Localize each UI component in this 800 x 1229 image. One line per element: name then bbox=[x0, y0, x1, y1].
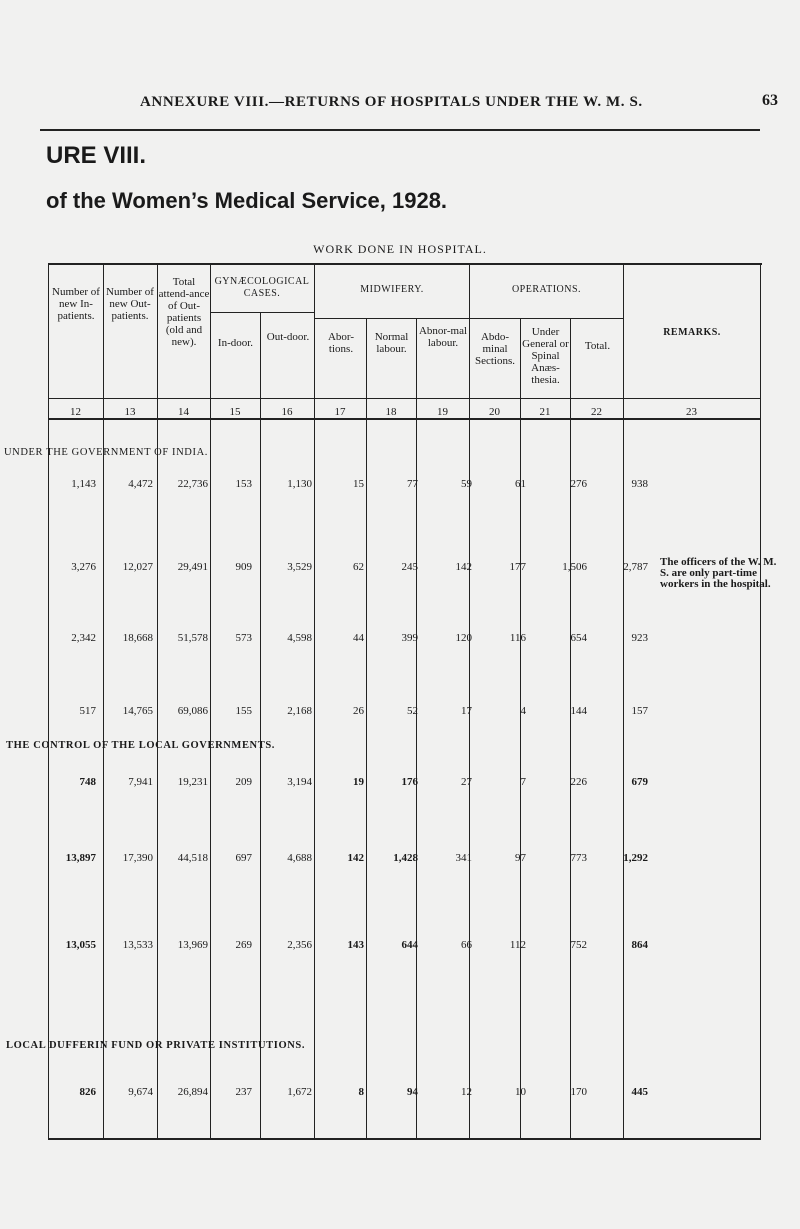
table-cell: 22,736 bbox=[177, 478, 208, 490]
table-cell: 26,894 bbox=[177, 1086, 208, 1098]
table-cell: 12 bbox=[461, 1086, 472, 1098]
column-number: 21 bbox=[539, 406, 551, 418]
header-outdoor: Out-door. bbox=[266, 331, 310, 343]
table-cell: 8 bbox=[358, 1086, 364, 1098]
table-cell: 4,688 bbox=[287, 852, 312, 864]
table-cell: 1,292 bbox=[623, 852, 648, 864]
column-number: 15 bbox=[229, 406, 241, 418]
table-cell: 864 bbox=[631, 939, 648, 951]
table-cell: 120 bbox=[455, 632, 472, 644]
table-cell: 17,390 bbox=[122, 852, 153, 864]
table-cell: 276 bbox=[570, 478, 587, 490]
header-gynaecological: GYNÆCOLOGICAL CASES. bbox=[214, 276, 310, 299]
header-general-anaesthesia: Under General or Spinal Anæs-thesia. bbox=[522, 326, 569, 386]
table-cell: 97 bbox=[515, 852, 526, 864]
table-cell: 176 bbox=[401, 776, 418, 788]
table-cell: 15 bbox=[353, 478, 364, 490]
running-head: ANNEXURE VIII.—RETURNS OF HOSPITALS UNDER THE W. M. S. bbox=[140, 94, 643, 110]
header-normal-labour: Normal labour. bbox=[374, 331, 409, 355]
table-cell: 177 bbox=[509, 561, 526, 573]
table-cell: 17 bbox=[461, 705, 472, 717]
table-cell: 94 bbox=[407, 1086, 418, 1098]
column-number: 17 bbox=[334, 406, 346, 418]
table-cell: 62 bbox=[353, 561, 364, 573]
table-cell: 226 bbox=[570, 776, 587, 788]
table-cell: 66 bbox=[461, 939, 472, 951]
table-cell: 143 bbox=[347, 939, 364, 951]
table-cell: 26 bbox=[353, 705, 364, 717]
table-cell: 142 bbox=[347, 852, 364, 864]
table-cell: 573 bbox=[235, 632, 252, 644]
table-cell: 923 bbox=[631, 632, 648, 644]
section-local-governments: THE CONTROL OF THE LOCAL GOVERNMENTS. bbox=[6, 740, 275, 751]
column-number: 23 bbox=[686, 406, 697, 418]
table-cell: 3,194 bbox=[287, 776, 312, 788]
table-cell: 12,027 bbox=[122, 561, 153, 573]
table-cell: 517 bbox=[79, 705, 96, 717]
table-cell: 4 bbox=[520, 705, 526, 717]
column-number: 20 bbox=[489, 406, 500, 418]
table-cell: 399 bbox=[401, 632, 418, 644]
table-cell: 341 bbox=[455, 852, 472, 864]
column-number: 13 bbox=[124, 406, 136, 418]
table-cell: 44 bbox=[353, 632, 364, 644]
table-cell: 44,518 bbox=[177, 852, 208, 864]
table-cell: 2,342 bbox=[71, 632, 96, 644]
table-cell: 909 bbox=[235, 561, 252, 573]
table-cell: 77 bbox=[407, 478, 418, 490]
table-cell: 155 bbox=[235, 705, 252, 717]
header-indoor: In-door. bbox=[217, 337, 254, 349]
table-cell: 2,168 bbox=[287, 705, 312, 717]
header-operations: OPERATIONS. bbox=[511, 284, 582, 295]
table-cell: 13,533 bbox=[122, 939, 153, 951]
header-abortions: Abor-tions. bbox=[327, 331, 355, 355]
table-cell: 13,969 bbox=[177, 939, 208, 951]
table-cell: 3,276 bbox=[71, 561, 96, 573]
annexure-title: URE VIII. bbox=[46, 142, 147, 169]
column-number: 22 bbox=[591, 406, 602, 418]
table-cell: 7,941 bbox=[128, 776, 153, 788]
table-cell: 1,672 bbox=[287, 1086, 312, 1098]
table-cell: 112 bbox=[509, 939, 526, 951]
table-cell: 752 bbox=[570, 939, 587, 951]
header-remarks: REMARKS. bbox=[663, 327, 721, 338]
service-title: of the Women’s Medical Service, 1928. bbox=[46, 188, 448, 213]
column-number: 14 bbox=[178, 406, 189, 418]
table-cell: 69,086 bbox=[177, 705, 208, 717]
table-cell: 61 bbox=[515, 478, 526, 490]
table-cell: 245 bbox=[401, 561, 418, 573]
table-cell: 116 bbox=[509, 632, 526, 644]
table-cell: 29,491 bbox=[177, 561, 208, 573]
table-cell: 144 bbox=[570, 705, 587, 717]
table-cell: 13,897 bbox=[65, 852, 96, 864]
header-total-attendance: Total attend-ance of Out-patients (old and new). bbox=[158, 276, 210, 348]
table-cell: 170 bbox=[570, 1086, 587, 1098]
table-cell: 4,598 bbox=[287, 632, 312, 644]
table-cell: 826 bbox=[79, 1086, 96, 1098]
header-new-inpatients: Number of new In-patients. bbox=[52, 286, 100, 322]
table-cell: 773 bbox=[570, 852, 587, 864]
header-midwifery: MIDWIFERY. bbox=[360, 284, 424, 295]
table-cell: 59 bbox=[461, 478, 472, 490]
table-cell: 3,529 bbox=[287, 561, 312, 573]
table-cell: 654 bbox=[570, 632, 587, 644]
table-cell: 445 bbox=[631, 1086, 648, 1098]
table-cell: 1,428 bbox=[393, 852, 418, 864]
table-cell: 679 bbox=[631, 776, 648, 788]
table-cell: 1,130 bbox=[287, 478, 312, 490]
table-cell: 18,668 bbox=[122, 632, 153, 644]
table-cell: 697 bbox=[235, 852, 252, 864]
table-cell: 2,787 bbox=[623, 561, 648, 573]
table-cell: 7 bbox=[520, 776, 526, 788]
table-cell: 4,472 bbox=[128, 478, 153, 490]
section-dufferin-fund: LOCAL DUFFERIN FUND OR PRIVATE INSTITUTIONS. bbox=[6, 1040, 306, 1051]
table-title: WORK DONE IN HOSPITAL. bbox=[313, 242, 487, 256]
table-cell: 1,506 bbox=[562, 561, 587, 573]
table-cell: 938 bbox=[631, 478, 648, 490]
table-cell: 1,143 bbox=[71, 478, 96, 490]
header-total-operations: Total. bbox=[584, 340, 611, 352]
table-cell: 13,055 bbox=[65, 939, 96, 951]
table-cell: 19,231 bbox=[177, 776, 208, 788]
header-abdominal-sections: Abdo-minal Sections. bbox=[474, 331, 516, 367]
table-cell: 10 bbox=[515, 1086, 526, 1098]
table-cell: 748 bbox=[79, 776, 96, 788]
table-cell: 9,674 bbox=[128, 1086, 153, 1098]
table-cell: 14,765 bbox=[122, 705, 153, 717]
header-new-outpatients: Number of new Out-patients. bbox=[106, 286, 154, 322]
column-number: 16 bbox=[281, 406, 293, 418]
remarks-note: The officers of the W. M. S. are only part-time workers in the hospital. bbox=[660, 556, 777, 590]
column-number: 18 bbox=[385, 406, 397, 418]
table-cell: 52 bbox=[407, 705, 418, 717]
table-cell: 142 bbox=[455, 561, 472, 573]
page-number: 63 bbox=[762, 92, 778, 109]
table-cell: 2,356 bbox=[287, 939, 312, 951]
table-cell: 153 bbox=[235, 478, 252, 490]
header-rule bbox=[40, 129, 760, 131]
header-abnormal-labour: Abnor-mal labour. bbox=[418, 325, 468, 349]
column-number: 12 bbox=[70, 406, 81, 418]
table-cell: 269 bbox=[235, 939, 252, 951]
column-number: 19 bbox=[437, 406, 448, 418]
section-government-of-india: UNDER THE GOVERNMENT OF INDIA. bbox=[4, 447, 208, 458]
table-cell: 51,578 bbox=[177, 632, 208, 644]
table-cell: 19 bbox=[353, 776, 364, 788]
table-cell: 157 bbox=[631, 705, 648, 717]
table-cell: 644 bbox=[401, 939, 418, 951]
table-cell: 209 bbox=[235, 776, 252, 788]
table-cell: 27 bbox=[461, 776, 472, 788]
table-cell: 237 bbox=[235, 1086, 252, 1098]
